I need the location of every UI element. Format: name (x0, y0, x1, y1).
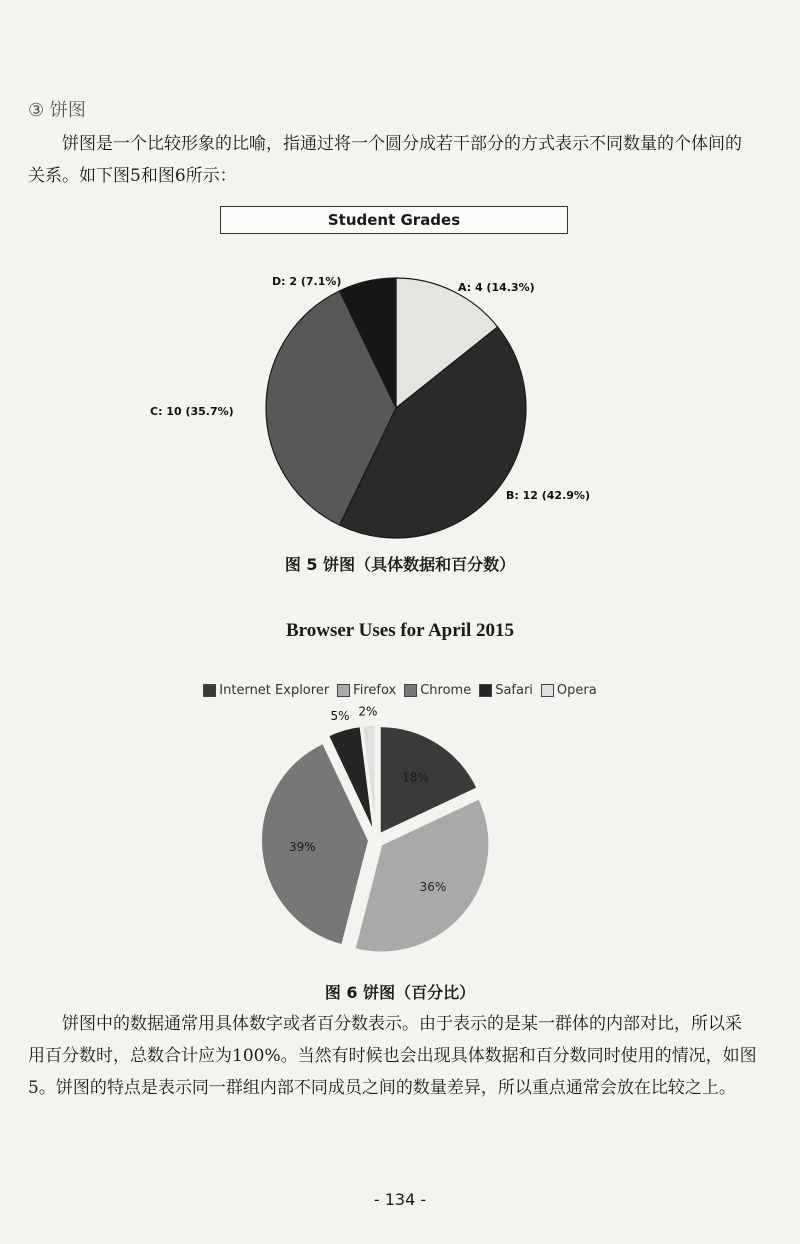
slice-label-a: A: 4 (14.3%) (458, 281, 535, 294)
legend-swatch (404, 684, 417, 697)
legend-item-chrome (404, 683, 471, 698)
figure6-caption: 图 6 饼图（百分比） (324, 983, 476, 1002)
chart2-legend (0, 683, 800, 698)
legend-swatch (479, 684, 492, 697)
slice-label-internet-explorer: 18% (402, 770, 429, 785)
legend-swatch (541, 684, 554, 697)
closing-paragraph: 饼图中的数据通常用具体数字或者百分数表示。由于表示的是某一群体的内部对比，所以采用百分数时，总数合计应为100%。当然有时候也会出现具体数据和百分数同时使用的情况，如图5。饼图的特点是表示同一群组内部不同成员之间的数量差异，所以重点通常会放在比较之上。 (28, 1014, 757, 1098)
legend-label: Chrome (420, 683, 472, 698)
legend-swatch (337, 684, 350, 697)
slice-label-d: D: 2 (7.1%) (272, 275, 342, 288)
legend-label: Opera (556, 683, 597, 698)
slice-label-firefox: 36% (419, 880, 447, 895)
legend-swatch (203, 684, 216, 697)
intro-paragraph: 饼图是一个比较形象的比喻，指通过将一个圆分成若干部分的方式表示不同数量的个体间的关系。如下图5和图6所示： (28, 134, 742, 186)
slice-label-chrome: 39% (289, 839, 316, 854)
legend-item-opera (541, 683, 597, 698)
legend-label: Safari (495, 683, 533, 698)
browser-uses-pie-chart (0, 700, 800, 970)
slice-label-c: C: 10 (35.7%) (150, 405, 234, 418)
slice-label-b: B: 12 (42.9%) (506, 489, 590, 502)
legend-item-firefox (337, 683, 396, 698)
section-heading: ③ 饼图 (28, 100, 86, 121)
page-number: - 134 - (373, 1190, 427, 1209)
legend-item-safari (479, 683, 533, 698)
chart2-title: Browser Uses for April 2015 (286, 620, 514, 641)
figure5-caption: 图 5 饼图（具体数据和百分数） (284, 555, 516, 574)
legend-label: Firefox (353, 683, 397, 698)
chart1-title: Student Grades (220, 206, 568, 234)
legend-label: Internet Explorer (219, 683, 330, 698)
legend-item-internet-explorer (203, 683, 329, 698)
student-grades-pie-chart (0, 240, 800, 550)
slice-label-opera: 2% (358, 704, 378, 719)
slice-label-safari: 5% (330, 709, 350, 724)
